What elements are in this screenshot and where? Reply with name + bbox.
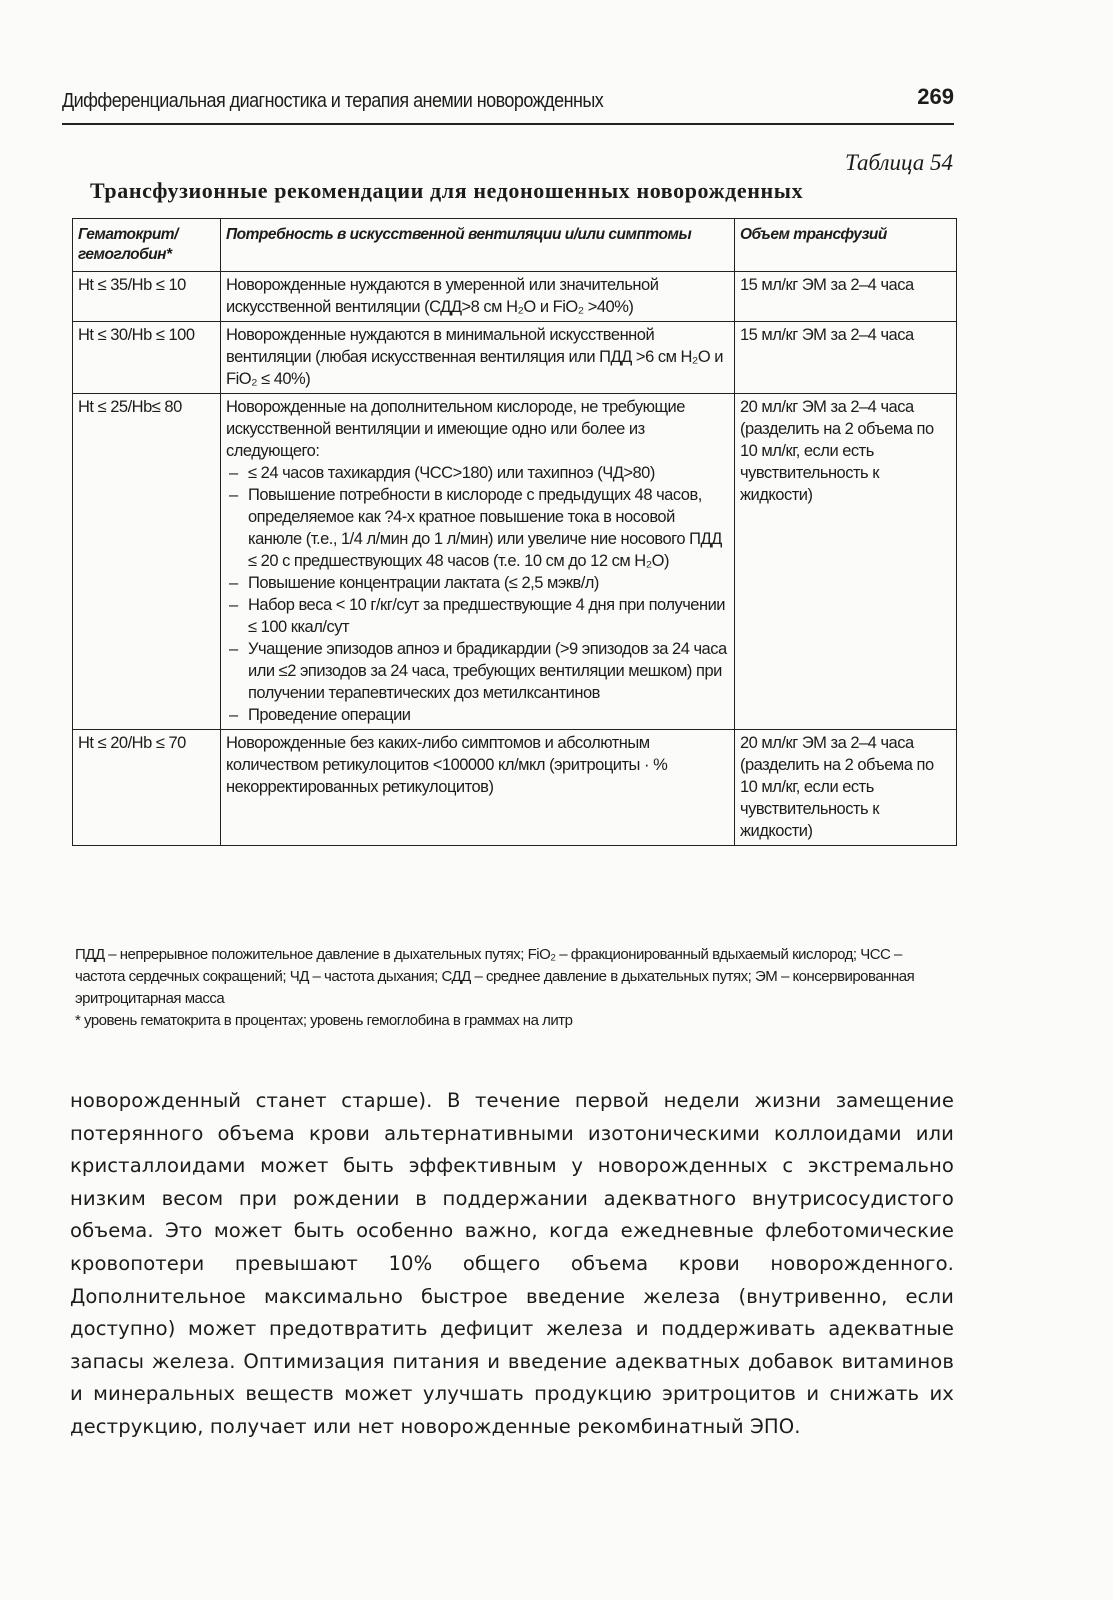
indication-cell: Новорожденные нуждаются в умеренной или значительной искусственной вентиляции (СДД>8 см H₂O и FiO₂ >40%) (221, 272, 735, 322)
volume-cell: 15 мл/кг ЭМ за 2–4 часа (735, 322, 957, 394)
table-header-row (73, 219, 957, 272)
indication-cell: Новорожденные без каких-либо симптомов и абсолютным количеством ретикулоцитов <100000 кл/мкл (эритроциты · % некорректированных ретикулоцитов) (221, 730, 735, 846)
table-row (73, 730, 957, 846)
asterisk-note: * уровень гематокрита в процентах; уровень гемоглобина в граммах на литр (75, 1012, 573, 1029)
page-number: 269 (917, 84, 954, 109)
running-title: Дифференциальная диагностика и терапия анемии новорожденных (62, 90, 604, 112)
table-label: Таблица 54 (844, 150, 953, 175)
list-item: – Учащение эпизодов апноэ и брадикардии (>9 эпизодов за 24 часа или ≤2 эпизодов за 24 часа, требующих вентиляции мешком) при получении терапевтических доз метилксантинов (226, 638, 729, 704)
list-item: – Повышение потребности в кислороде с предыдущих 48 часов, определяемое как ?4-х кратное повышение тока в носовой канюле (т.е., 1/4 л/мин до 1 л/мин) или увеличе ние носового ПДД ≤ 20 с предшествующих 48 часов (т.е. 10 см до 12 см H₂O) (226, 484, 729, 572)
table-row (73, 394, 957, 730)
body-text (70, 1085, 954, 1444)
list-item: – Повышение концентрации лактата (≤ 2,5 мэкв/л) (226, 572, 729, 594)
list-item: – ≤ 24 часов тахикардия (ЧСС>180) или тахипноэ (ЧД>80) (226, 462, 729, 484)
list-item: – Проведение операции (226, 704, 729, 726)
indication-cell (221, 394, 735, 730)
volume-cell: 20 мл/кг ЭМ за 2–4 часа (разделить на 2 объема по 10 мл/кг, если есть чувствительность к жидкости) (735, 394, 957, 730)
header-rule (62, 123, 954, 125)
column-header-hematocrit: Гематокрит/ гемоглобин* (73, 219, 221, 272)
list-item: – Набор веса < 10 г/кг/сут за предшествующие 4 дня при получении ≤ 100 ккал/сут (226, 594, 729, 638)
table-footnotes (75, 944, 955, 1032)
threshold-cell: Ht ≤ 35/Hb ≤ 10 (73, 272, 221, 322)
column-header-indication: Потребность в искусственной вентиляции и/или симптомы (221, 219, 735, 272)
abbreviations-note: ПДД – непрерывное положительное давление в дыхательных путях; FiO₂ – фракционированный вдыхаемый кислород; ЧСС – частота сердечных сокращений; ЧД – частота дыхания; СДД – среднее давление в дыхательных путях; ЭМ – консервированная эритроцитарная масса (75, 946, 915, 1007)
table-row (73, 272, 957, 322)
table-title: Трансфузионные рекомендации для недоношенных новорожденных (90, 178, 804, 203)
threshold-cell: Ht ≤ 30/Hb ≤ 100 (73, 322, 221, 394)
volume-cell: 15 мл/кг ЭМ за 2–4 часа (735, 272, 957, 322)
column-header-volume: Объем трансфузий (735, 219, 957, 272)
indication-intro: Новорожденные на дополнительном кислороде, не требующие искусственной вентиляции и имеющие одно или более из следующего: (226, 398, 685, 460)
criteria-list (226, 462, 729, 726)
body-paragraph: новорожденный станет старше). В течение первой недели жизни замещение потерянного объема крови альтернативными изотоническими коллоидами или кристаллоидами может быть эффективным у новорожденных с экстремально низким весом при рождении в поддержании адекватного внутрисосудистого объема. Это может быть особенно важно, когда ежедневные флеботомические кровопотери превышают 10% общего объема крови новорожденного. Дополнительное максимально быстрое введение железа (внутривенно, если доступно) может предотвратить дефицит железа и поддерживать адекватные запасы железа. Оптимизация питания и введение адекватных добавок витаминов и минеральных веществ может улучшать продукцию эритроцитов и снижать их деструкцию, получает или нет новорожденные рекомбинатный ЭПО. (70, 1089, 954, 1438)
volume-cell: 20 мл/кг ЭМ за 2–4 часа (разделить на 2 объема по 10 мл/кг, если есть чувствительность к жидкости) (735, 730, 957, 846)
table-row (73, 322, 957, 394)
indication-cell: Новорожденные нуждаются в минимальной искусственной вентиляции (любая искусственная вентиляция или ПДД >6 см H₂O и FiO₂ ≤ 40%) (221, 322, 735, 394)
threshold-cell: Ht ≤ 20/Hb ≤ 70 (73, 730, 221, 846)
transfusion-table (72, 218, 957, 846)
threshold-cell: Ht ≤ 25/Hb≤ 80 (73, 394, 221, 730)
page-header (62, 84, 954, 114)
